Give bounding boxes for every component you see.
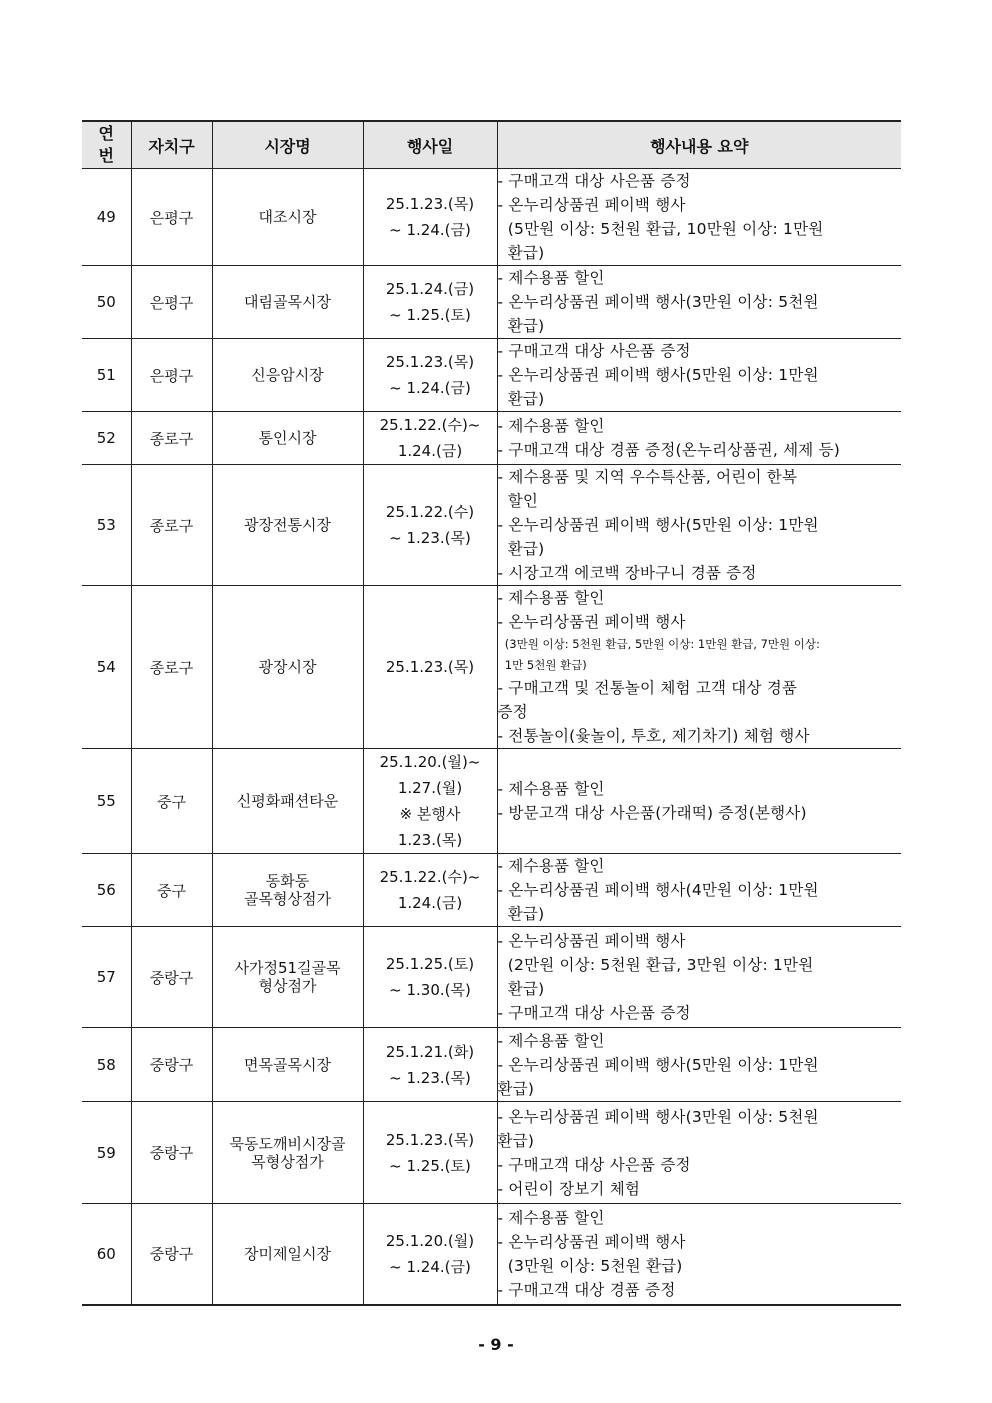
summary-cell: [497, 1102, 901, 1204]
district-cell: [131, 1028, 212, 1102]
row-number-text: 55: [96, 792, 116, 810]
table-row: [82, 1102, 901, 1204]
district-cell: [131, 169, 212, 266]
summary-line: - 제수용품 할인: [497, 1208, 605, 1227]
summary-line: - 온누리상품권 페이백 행사(5만원 이상: 1만원: [497, 1055, 819, 1074]
event-date-cell-text: 25.1.22.(수) ~ 1.23.(목): [385, 503, 475, 547]
summary-line: (3만원 이상: 5천원 환급, 5만원 이상: 1만원 환급, 7만원 이상:: [497, 637, 820, 651]
row-number-text: 58: [96, 1055, 116, 1074]
market-name-cell-text: 광장전통시장: [244, 516, 331, 534]
market-name-cell: [212, 1204, 363, 1305]
row-number: [82, 854, 131, 927]
table-row: [82, 749, 901, 854]
summary-line: 1만 5천원 환급): [497, 658, 587, 672]
event-date-cell: [363, 339, 497, 412]
summary-line: - 구매고객 및 전통놀이 체험 고객 대상 경품: [497, 679, 798, 697]
summary-line: - 온누리상품권 페이백 행사(3만원 이상: 5천원: [497, 1107, 819, 1126]
district-cell: [131, 854, 212, 927]
district-cell-text: 중구: [157, 792, 186, 811]
summary-line: 환급): [497, 540, 545, 558]
table-row: [82, 339, 901, 412]
market-name-cell-text: 대림골목시장: [244, 293, 331, 311]
summary-line: (2만원 이상: 5천원 환급, 3만원 이상: 1만원: [497, 956, 814, 974]
header-no: 연 번: [82, 121, 131, 169]
event-date-cell-text: 25.1.23.(목): [385, 658, 475, 676]
summary-line: 환급): [497, 390, 545, 408]
event-date-cell: [363, 749, 497, 854]
summary-line: - 구매고객 대상 사은품 증정: [497, 1004, 691, 1022]
summary-line: - 제수용품 할인: [497, 589, 605, 607]
table-row: [82, 266, 901, 339]
event-date-cell-text: 25.1.23.(목) ~ 1.24.(금): [385, 195, 475, 239]
row-number-text: 60: [96, 1244, 116, 1263]
event-date-cell: [363, 1204, 497, 1305]
event-date-cell-text: 25.1.20.(월) ~ 1.24.(금): [385, 1231, 475, 1276]
summary-line: - 구매고객 대상 경품 증정(온누리상품권, 세제 등): [497, 441, 840, 459]
row-number-text: 51: [96, 366, 116, 384]
summary-line: - 제수용품 할인: [497, 1031, 605, 1050]
summary-line: 환급): [497, 980, 545, 998]
market-name-cell: [212, 749, 363, 854]
district-cell-text: 중랑구: [149, 1056, 194, 1074]
summary-line: 환급): [497, 317, 545, 335]
table-row: [82, 169, 901, 266]
district-cell-text: 은평구: [149, 293, 194, 312]
summary-line: - 온누리상품권 페이백 행사: [497, 1232, 686, 1251]
summary-line: - 제수용품 할인: [497, 857, 605, 875]
market-name-cell: [212, 1102, 363, 1204]
summary-line: - 구매고객 대상 경품 증정: [497, 1280, 676, 1299]
market-name-cell: [212, 169, 363, 266]
row-number-text: 56: [96, 881, 116, 899]
summary-line: 할인: [497, 492, 539, 510]
row-number-text: 54: [96, 658, 116, 676]
district-cell: [131, 1204, 212, 1305]
summary-line: (5만원 이상: 5천원 환급, 10만원 이상: 1만원: [497, 220, 824, 238]
summary-line: 환급): [497, 1131, 535, 1150]
row-number: [82, 465, 131, 586]
header-date: 행사일: [363, 121, 497, 169]
summary-line: 증정: [497, 703, 528, 721]
summary-line: - 제수용품 할인: [497, 417, 605, 435]
market-name-cell: [212, 339, 363, 412]
district-cell: [131, 412, 212, 465]
market-name-cell-text: 장미제일시장: [244, 1244, 331, 1263]
header-district: 자치구: [131, 121, 212, 169]
event-date-cell: [363, 169, 497, 266]
summary-cell: [497, 749, 901, 854]
market-name-cell: [212, 927, 363, 1028]
summary-cell: [497, 339, 901, 412]
row-number: [82, 266, 131, 339]
row-number: [82, 1102, 131, 1204]
row-number-text: 50: [96, 293, 116, 311]
district-cell-text: 중랑구: [149, 968, 194, 987]
event-date-cell: [363, 1102, 497, 1204]
district-cell: [131, 266, 212, 339]
market-name-cell: [212, 1028, 363, 1102]
header-summary: 행사내용 요약: [497, 121, 901, 169]
header-market: 시장명: [212, 121, 363, 169]
district-cell-text: 중랑구: [149, 1144, 194, 1162]
row-number: [82, 412, 131, 465]
row-number-text: 53: [96, 516, 116, 534]
district-cell-text: 중랑구: [149, 1245, 194, 1264]
event-date-cell: [363, 927, 497, 1028]
event-date-cell-text: 25.1.22.(수)~ 1.24.(금): [379, 416, 481, 460]
event-date-cell-text: 25.1.23.(목) ~ 1.25.(토): [385, 1130, 475, 1175]
district-cell-text: 중구: [157, 881, 186, 900]
summary-line: 환급): [497, 1079, 535, 1098]
summary-line: - 전통놀이(윷놀이, 투호, 제기차기) 체험 행사: [497, 727, 810, 745]
summary-line: - 어린이 장보기 체험: [497, 1179, 641, 1198]
event-date-cell-text: 25.1.25.(토) ~ 1.30.(목): [385, 955, 475, 999]
summary-cell: [497, 854, 901, 927]
summary-line: - 구매고객 대상 사은품 증정: [497, 1155, 691, 1174]
table-header-row: [82, 121, 901, 169]
row-number: [82, 1204, 131, 1305]
event-date-cell-text: 25.1.24.(금) ~ 1.25.(토): [385, 280, 475, 324]
district-cell: [131, 339, 212, 412]
market-name-cell: [212, 465, 363, 586]
table-row: [82, 1028, 901, 1102]
summary-line: - 구매고객 대상 사은품 증정: [497, 342, 691, 360]
summary-line: - 온누리상품권 페이백 행사: [497, 932, 686, 950]
event-date-cell: [363, 465, 497, 586]
summary-line: - 구매고객 대상 사은품 증정: [497, 172, 691, 190]
row-number: [82, 339, 131, 412]
summary-line: - 방문고객 대상 사은품(가래떡) 증정(본행사): [497, 804, 807, 822]
event-date-cell-text: 25.1.23.(목) ~ 1.24.(금): [385, 353, 475, 397]
row-number: [82, 927, 131, 1028]
summary-line: - 제수용품 할인: [497, 269, 605, 287]
event-date-cell-text: 25.1.22.(수)~ 1.24.(금): [379, 868, 481, 912]
district-cell: [131, 586, 212, 749]
event-date-cell: [363, 412, 497, 465]
district-cell-text: 은평구: [149, 208, 194, 227]
market-name-cell-text: 묵동도깨비시장골 목형상점가: [229, 1134, 346, 1171]
row-number: [82, 1028, 131, 1102]
summary-line: - 제수용품 할인: [497, 780, 605, 798]
district-cell-text: 종로구: [149, 429, 194, 448]
summary-cell: [497, 1204, 901, 1305]
row-number-text: 49: [96, 208, 116, 226]
market-name-cell: [212, 412, 363, 465]
event-date-cell: [363, 266, 497, 339]
district-cell: [131, 465, 212, 586]
market-name-cell-text: 동화동 골목형상점가: [244, 872, 331, 908]
event-date-cell: [363, 586, 497, 749]
table-row: [82, 586, 901, 749]
table-row: [82, 412, 901, 465]
district-cell-text: 은평구: [149, 366, 194, 385]
market-name-cell-text: 신응암시장: [251, 366, 324, 384]
summary-cell: [497, 586, 901, 749]
market-events-table: [82, 120, 901, 1306]
summary-line: 환급): [497, 905, 545, 923]
market-name-cell-text: 신평화패션타운: [236, 792, 339, 810]
summary-line: - 온누리상품권 페이백 행사(4만원 이상: 1만원: [497, 881, 819, 899]
summary-line: - 온누리상품권 페이백 행사: [497, 196, 686, 214]
row-number-text: 59: [96, 1143, 116, 1162]
summary-line: 환급): [497, 244, 545, 262]
summary-cell: [497, 465, 901, 586]
market-name-cell: [212, 586, 363, 749]
market-name-cell-text: 대조시장: [258, 208, 317, 226]
district-cell-text: 종로구: [149, 658, 194, 677]
summary-cell: [497, 927, 901, 1028]
market-name-cell: [212, 266, 363, 339]
district-cell-text: 종로구: [149, 516, 194, 535]
summary-cell: [497, 266, 901, 339]
table-row: [82, 465, 901, 586]
district-cell: [131, 927, 212, 1028]
table-row: [82, 854, 901, 927]
row-number: [82, 749, 131, 854]
event-date-cell: [363, 854, 497, 927]
summary-cell: [497, 169, 901, 266]
summary-line: - 온누리상품권 페이백 행사: [497, 613, 686, 631]
row-number: [82, 586, 131, 749]
summary-cell: [497, 412, 901, 465]
row-number: [82, 169, 131, 266]
page-number: - 9 -: [478, 1335, 514, 1354]
summary-cell: [497, 1028, 901, 1102]
summary-line: - 온누리상품권 페이백 행사(5만원 이상: 1만원: [497, 366, 819, 384]
table-row: [82, 927, 901, 1028]
event-date-cell: [363, 1028, 497, 1102]
summary-line: - 온누리상품권 페이백 행사(5만원 이상: 1만원: [497, 516, 819, 534]
district-cell: [131, 749, 212, 854]
district-cell: [131, 1102, 212, 1204]
summary-line: - 온누리상품권 페이백 행사(3만원 이상: 5천원: [497, 293, 819, 311]
market-name-cell-text: 면목골목시장: [244, 1055, 331, 1074]
event-date-cell-text: 25.1.20.(월)~ 1.27.(월) ※ 본행사 1.23.(목): [379, 753, 481, 849]
summary-line: - 시장고객 에코백 장바구니 경품 증정: [497, 564, 757, 582]
market-name-cell: [212, 854, 363, 927]
event-date-cell-text: 25.1.21.(화) ~ 1.23.(목): [385, 1042, 475, 1087]
row-number-text: 57: [96, 968, 116, 986]
market-name-cell-text: 사가정51길골목 형상점가: [234, 959, 341, 995]
summary-line: (3만원 이상: 5천원 환급): [497, 1256, 683, 1275]
market-name-cell-text: 통인시장: [258, 429, 317, 447]
row-number-text: 52: [96, 429, 116, 447]
market-name-cell-text: 광장시장: [258, 658, 317, 676]
table-row: [82, 1204, 901, 1305]
summary-line: - 제수용품 및 지역 우수특산품, 어린이 한복: [497, 468, 798, 486]
